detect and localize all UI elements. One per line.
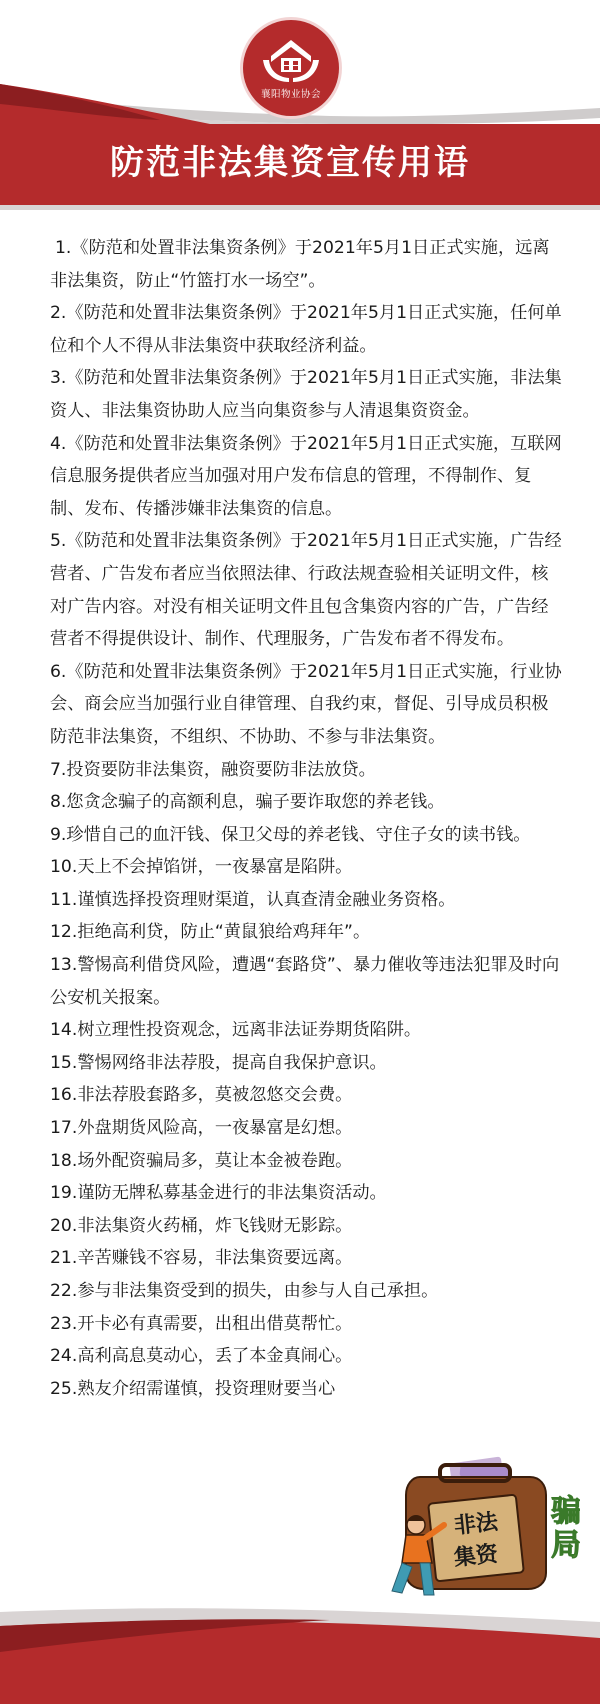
list-item: 1.《防范和处置非法集资条例》于2021年5月1日正式实施，远离非法集资，防止“竹篮打水一场空”。 (50, 238, 550, 291)
list-item: 6.《防范和处置非法集资条例》于2021年5月1日正式实施，行业协会、商会应当加强行业自律管理、自我约束，督促、引导成员积极防范非法集资，不组织、不协助、不参与非法集资。 (50, 661, 562, 747)
list-item: 25.熟友介绍需谨慎，投资理财要当心 (50, 1378, 336, 1399)
list-item: 7.投资要防非法集资，融资要防非法放贷。 (50, 759, 376, 780)
page-title: 防范非法集资宣传用语 (110, 143, 470, 183)
logo-text: 襄阳物业协会 (260, 89, 321, 100)
house-hands-icon (243, 20, 339, 116)
list-item: 3.《防范和处置非法集资条例》于2021年5月1日正式实施，非法集资人、非法集资协助人应当向集资参与人清退集资资金。 (50, 368, 562, 421)
bag-label-top: 非法 (452, 1509, 500, 1540)
list-item: 18.场外配资骗局多，莫让本金被卷跑。 (50, 1150, 353, 1171)
list-item: 8.您贪念骗子的高额利息，骗子要诈取您的养老钱。 (50, 792, 445, 813)
list-item: 10.天上不会掉馅饼，一夜暴富是陷阱。 (50, 857, 353, 878)
list-item: 4.《防范和处置非法集资条例》于2021年5月1日正式实施，互联网信息服务提供者应当加强对用户发布信息的管理，不得制作、复制、发布、传播涉嫌非法集资的信息。 (50, 433, 562, 519)
footer-swoosh (0, 1604, 600, 1704)
header-banner (0, 0, 600, 215)
list-item: 20.非法集资火药桶，炸飞钱财无影踪。 (50, 1215, 353, 1236)
list-item: 22.参与非法集资受到的损失，由参与人自己承担。 (50, 1281, 439, 1301)
list-item: 16.非法荐股套路多，莫被忽悠交会费。 (50, 1085, 353, 1106)
list-item: 2.《防范和处置非法集资条例》于2021年5月1日正式实施，任何单位和个人不得从非法集资中获取经济利益。 (50, 303, 562, 356)
list-item: 15.警惕网络非法荐股，提高自我保护意识。 (50, 1052, 387, 1073)
list-item: 11.谨慎选择投资理财渠道，认真查清金融业务资格。 (50, 889, 456, 910)
side-label-1: 骗 (551, 1494, 580, 1529)
list-item: 21.辛苦赚钱不容易，非法集资要远离。 (50, 1248, 353, 1269)
list-item: 9.珍惜自己的血汗钱、保卫父母的养老钱、守住子女的读书钱。 (50, 824, 531, 845)
slogan-list (50, 232, 562, 1405)
bag-label-bottom: 集资 (452, 1541, 500, 1572)
side-label-2: 局 (551, 1528, 580, 1563)
list-item: 5.《防范和处置非法集资条例》于2021年5月1日正式实施，广告经营者、广告发布者应当依照法律、行政法规查验相关证明文件，核对广告内容。对没有相关证明文件且包含集资内容的广告，广告经营者不得提供设计、制作、代理服务，广告发布者不得发布。 (50, 531, 562, 650)
list-item: 14.树立理性投资观念，远离非法证券期货陷阱。 (50, 1020, 422, 1041)
list-item: 12.拒绝高利贷，防止“黄鼠狼给鸡拜年”。 (50, 922, 371, 943)
list-item: 24.高利高息莫动心，丢了本金真闹心。 (50, 1346, 353, 1367)
list-item: 23.开卡必有真需要，出租出借莫帮忙。 (50, 1313, 353, 1334)
footer-banner (0, 1604, 600, 1704)
association-logo (243, 20, 339, 116)
list-item: 17.外盘期货风险高，一夜暴富是幻想。 (50, 1118, 353, 1139)
list-item: 19.谨防无牌私募基金进行的非法集资活动。 (50, 1183, 387, 1204)
fraud-bag-illustration (380, 1455, 580, 1605)
list-item: 13.警惕高利借贷风险，遭遇“套路贷”、暴力催收等违法犯罪及时向公安机关报案。 (50, 955, 560, 1008)
money-bag-icon (380, 1455, 580, 1605)
